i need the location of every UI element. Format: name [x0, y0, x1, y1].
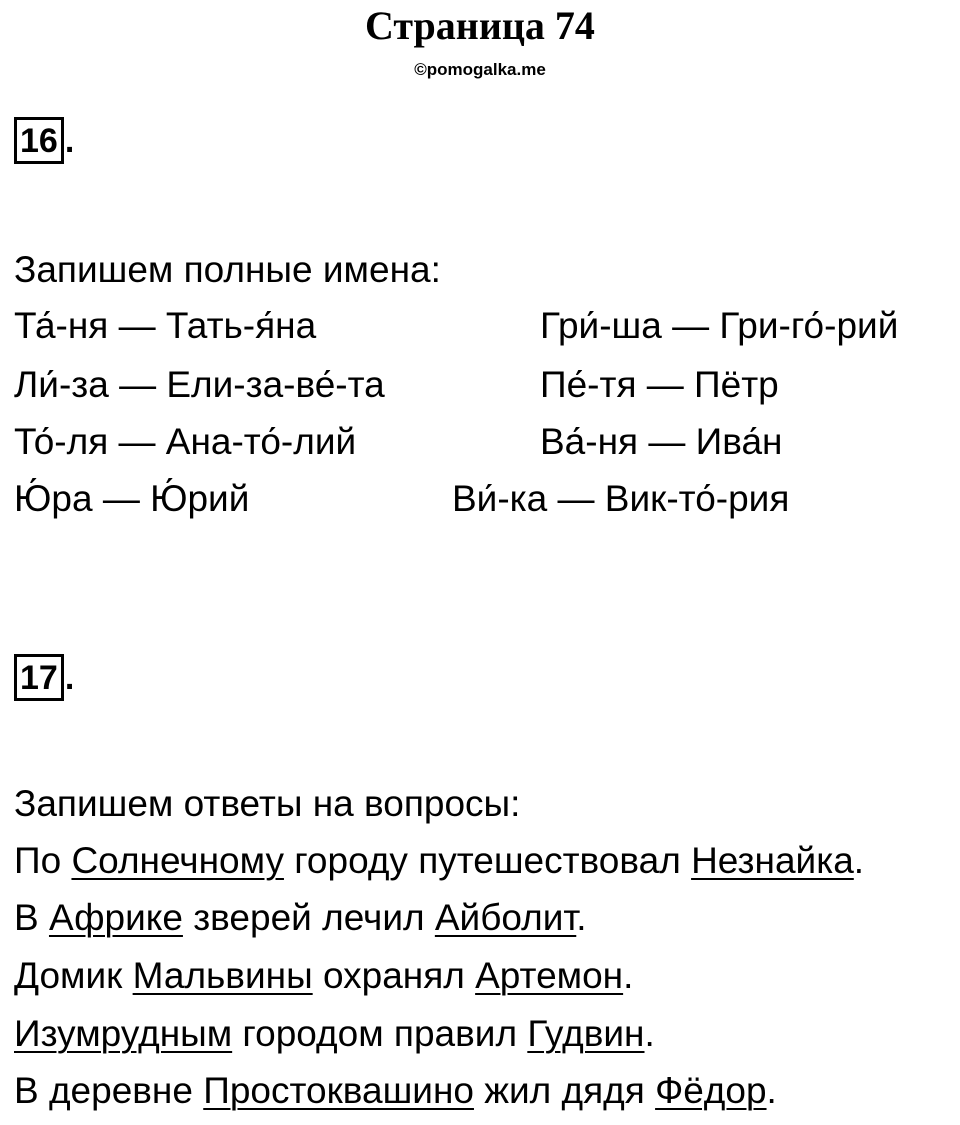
sentence-text: . — [853, 840, 865, 881]
task-number-box: 16 — [14, 117, 64, 164]
name-pair-left-1: Та́-ня — Тать-я́на — [14, 305, 317, 346]
task-number-dot: . — [64, 122, 75, 160]
answer-sentence-5 — [14, 1069, 777, 1113]
sentence-text: . — [644, 1013, 655, 1054]
name-pair-right-2: Пе́-тя — Пётр — [540, 364, 779, 405]
name-pair-right-3: Ва́-ня — Ива́н — [540, 421, 783, 462]
sentence-text: . — [576, 897, 587, 938]
underlined-word: Простоквашино — [203, 1070, 474, 1111]
answer-sentence-3 — [14, 954, 633, 998]
sentence-text: В — [14, 897, 49, 938]
site-watermark: ©pomogalka.me — [414, 60, 546, 79]
underlined-word: Айболит — [434, 897, 577, 938]
task-number-box: 17 — [14, 654, 64, 701]
answer-sentence-2 — [14, 896, 587, 940]
page-title: Страница 74 — [365, 3, 595, 48]
name-pair-left-4: Ю́ра — Ю́рий — [14, 478, 250, 519]
sentence-text: жил дядя — [473, 1070, 656, 1111]
name-pair-left-2: Ли́-за — Ели-за-ве́-та — [14, 364, 385, 405]
sentence-text: . — [766, 1070, 777, 1111]
underlined-word: Солнечному — [71, 840, 284, 881]
name-pair-right-1: Гри́-ша — Гри-го́-рий — [540, 305, 899, 346]
sentence-text: . — [623, 955, 634, 996]
underlined-word: Артемон — [475, 955, 624, 996]
sentence-text: По — [14, 840, 72, 881]
task-number-dot: . — [64, 659, 75, 697]
underlined-word: Гудвин — [527, 1013, 645, 1054]
underlined-word: Африке — [48, 897, 183, 938]
sentence-text: городу путешествовал — [283, 840, 692, 881]
underlined-word: Мальвины — [132, 955, 313, 996]
answer-sentence-1 — [14, 839, 864, 883]
sentence-text: городом правил — [232, 1013, 528, 1054]
answer-sentence-4 — [14, 1012, 655, 1056]
task-16-number — [14, 117, 74, 164]
sentence-text: зверей лечил — [182, 897, 435, 938]
underlined-word: Изумрудным — [14, 1013, 233, 1054]
task-17-number — [14, 654, 74, 701]
sentence-text: В деревне — [14, 1070, 204, 1111]
sentence-text: Домик — [14, 955, 133, 996]
sentence-text: охранял — [312, 955, 476, 996]
name-pair-right-4: Ви́-ка — Вик-то́-рия — [452, 478, 790, 519]
underlined-word: Фёдор — [655, 1070, 767, 1111]
name-pair-left-3: То́-ля — Ана-то́-лий — [14, 421, 357, 462]
task-16-intro: Запишем полные имена: — [14, 249, 441, 290]
underlined-word: Незнайка — [691, 840, 854, 881]
task-17-intro: Запишем ответы на вопросы: — [14, 783, 521, 824]
